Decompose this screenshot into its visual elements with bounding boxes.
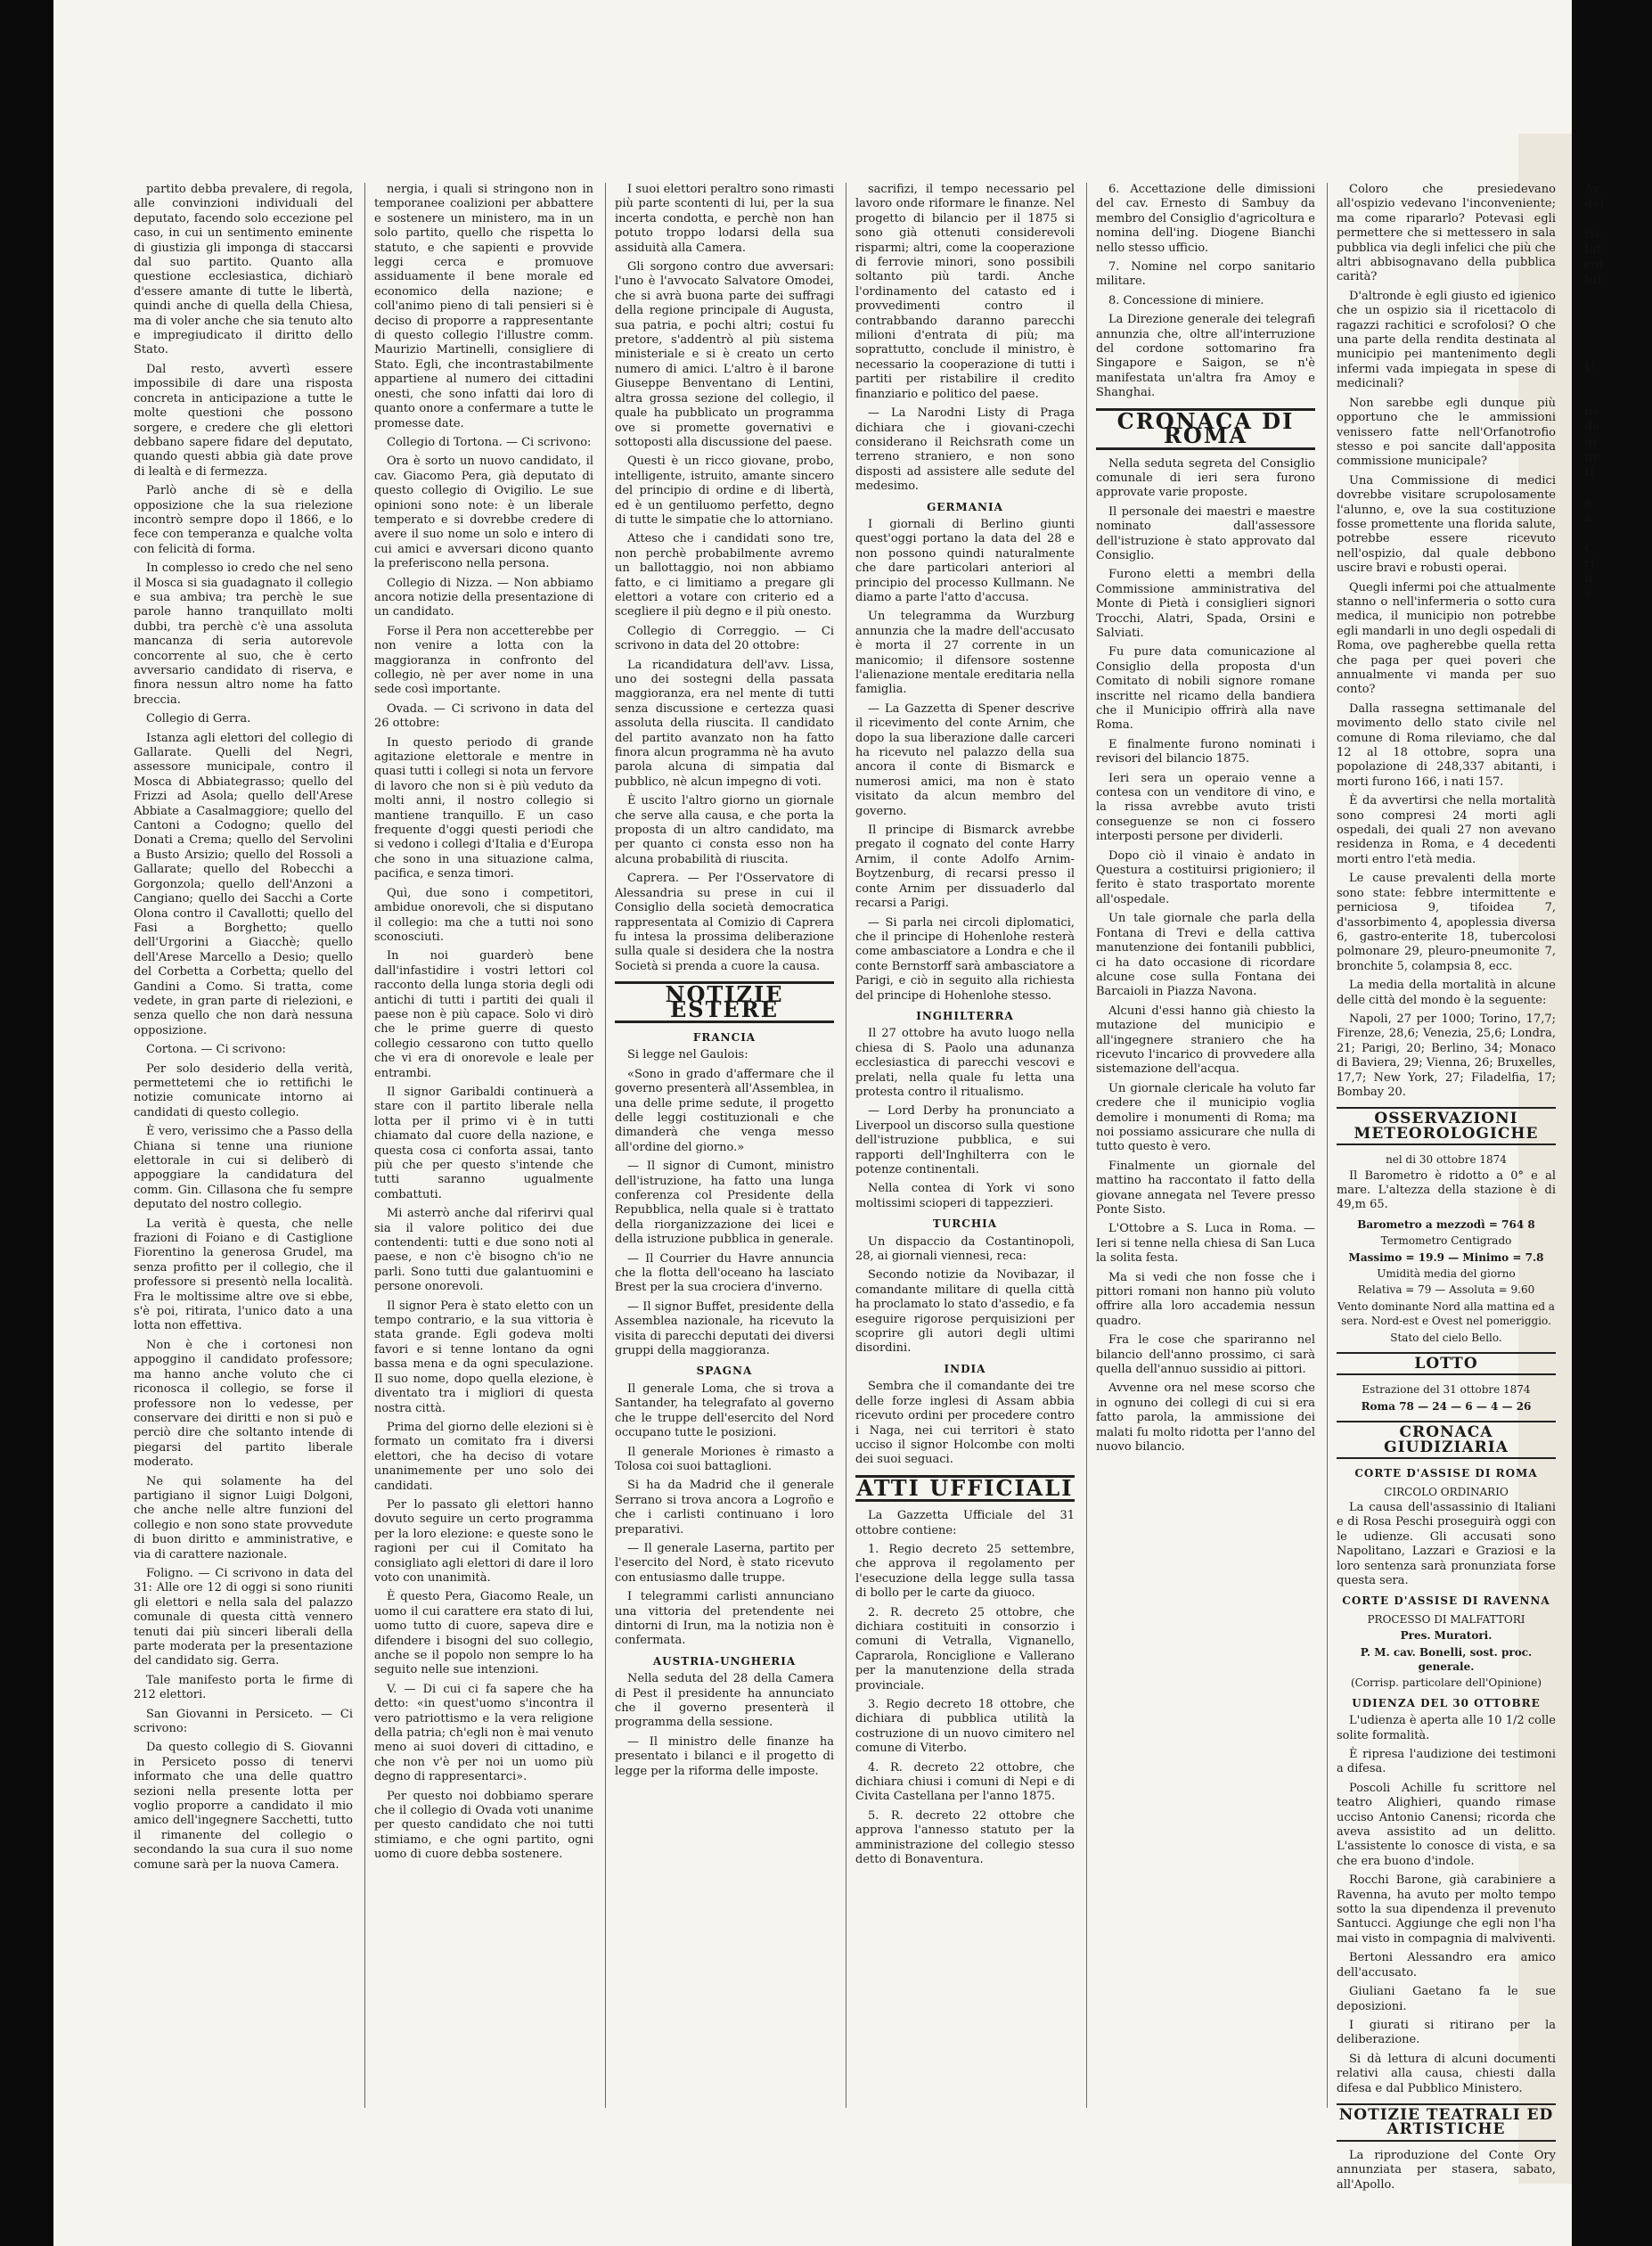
newspaper-page [134,183,1556,2192]
paragraph: Istanza agli elettori del collegio di Gallarate. Quelli del Negri, assessore municipale, contro il Mosca di Abbiategrasso; quello del Frizzi ad Asola; quello dell'Arese Abbiate a Casalmaggiore; quello del Cantoni a Codogno; quello del Donati a Crema; quello del Servolini a Busto Arsizio; quello del Rossoli a Gallarate; quello del Robecchi a Gorgonzola; quello dell'Anzoni a Cangiano; quello dei Sacchi a Corte Olona contro il Cavallotti; quello del Fasi a Borghetto; quello dell'Urgorini a Giacchè; quello dell'Arese Marcello a Desio; quello del Corbetta a Corbetta; quello del Gandini a Como. Si tratta, come vedete, in gran parte di rielezioni, e senza quello che non darà nessuna opposizione. [134,731,353,1037]
section-header-corte-assise-ravenna: CORTE D'ASSISE DI RAVENNA [1342,1594,1550,1608]
paragraph: Quì, due sono i competitori, ambidue onorevoli, che si disputano il collegio: ma che a tutti noi sono sconosciuti. [374,886,593,944]
paragraph: Nella seduta segreta del Consiglio comunale di ieri sera furono approvate varie proposte. [1096,456,1315,500]
paragraph: V. — Di cui ci fa sapere che ha detto: «in quest'uomo s'incontra il vero patriottismo e la vera religione della patria; ch'egli non è mai venuto meno ai suoi doveri di cittadino, e che non v'è per noi un uomo più degno di rappresentarci». [374,1682,593,1784]
paragraph: Collegio di Tortona. — Ci scrivono: [387,435,592,449]
paragraph: Caprera. — Per l'Osservatore di Alessandria su prese in cui il Consiglio della società democratica rappresentata al Comizio di Caprera fu intesa la prossima deliberazione sulla quale si desidera che la nostra Società si prenda a cuore la causa. [615,872,834,973]
section-header-spagna: SPAGNA [696,1365,753,1378]
paragraph: I suoi elettori peraltro sono rimasti più parte scontenti di lui, per la sua incerta condotta, e perchè non han potuto troppo lodarsi della sua assiduità alla Camera. [615,183,834,255]
paragraph: Il signor Garibaldi continuerà a stare con il partito liberale nella lotta per il primo vi è in tutti chiamato dal cuore della nazione, e questa cosa ci conforta assai, tanto più che per questo s'intende che tutti saranno ugualmente combattuti. [374,1085,593,1201]
humidity-label: Umidità media del giorno [1377,1267,1516,1281]
paragraph: In noi guarderò bene dall'infastidire i vostri lettori col racconto della lunga storia degli odi antichi di tutti i partiti dei quali il paese non è più capace. Solo vi dirò che le prime guerre di questo collegio cessarono con tutto quello che vi era di onorevole e leale per entrambi. [374,949,593,1080]
edge-fragment: c [1584,542,1591,555]
section-header-austria-ungheria: AUSTRIA-UNGHERIA [652,1654,797,1668]
column-2 [374,183,593,2108]
section-title-lotto: LOTTO [1337,1352,1556,1375]
section-header-corte-assise-roma: CORTE D'ASSISE DI ROMA [1354,1467,1538,1480]
paragraph: L'udienza è aperta alle 10 1/2 colle solite formalità. [1337,1714,1556,1742]
wind-reading: Vento dominante Nord alla mattina ed a sera. Nord-est e Ovest nel pomeriggio. [1337,1299,1555,1328]
lotto-date: Estrazione del 31 ottobre 1874 [1362,1383,1531,1397]
section-title-cronaca-giudiziaria: CRONACA GIUDIZIARIA [1337,1421,1556,1459]
paragraph: Ieri sera un operaio venne a contesa con un venditore di vino, e la rissa avrebbe avuto tristi conseguenze se non ci fossero interposti persone per dividerli. [1096,771,1315,844]
paragraph: Coloro che presiedevano all'ospizio vedevano l'inconveniente; ma come ripararlo? Potevasi egli permettere che si mettessero in sala pubblica via degli infelici che più che altri abbisognavano della pubblica carità? [1337,183,1556,284]
paragraph: Per questo noi dobbiamo sperare che il collegio di Ovada voti unanime per questo candidato che noi tutti stimiamo, e che ogni partito, ogni uomo di cuore debba sostenere. [374,1789,593,1862]
paragraph: I giornali di Berlino giunti quest'oggi portano la data del 28 e non possono quindi naturalmente che dare particolari anteriori al principio del processo Kullmann. Ne diamo a parte l'atto d'accusa. [855,517,1075,604]
paragraph: 3. Regio decreto 18 ottobre, che dichiara di pubblica utilità la costruzione di un nuovo cimitero nel comune di Viterbo. [855,1698,1075,1756]
edge-fragment: bil [1584,274,1601,287]
section-title-atti-ufficiali: ATTI UFFICIALI [856,1474,1074,1501]
paragraph: Fra le cose che spariranno nel bilancio dell'anno prossimo, ci sarà quella dell'annuo sussidio ai pittori. [1096,1333,1315,1377]
paragraph: Atteso che i candidati sono tre, non perchè probabilmente avremo un ballottaggio, noi non abbiamo fatto, e ci limitiamo a pregare gli elettori a votare con criterio ed a scegliere il più degno e il più onesto. [615,532,834,619]
paragraph: È vero, verissimo che a Passo della Chiana si tenne una riunione elettorale in cui si deliberò di appoggiare la candidatura del comm. Gin. Cillasona che fu sempre deputato del nostro collegio. [134,1125,353,1212]
edge-fragment: del [1584,198,1605,211]
edge-fragment: ri [1584,557,1595,570]
column-1 [134,183,353,2108]
paragraph: E finalmente furono nominati i revisori del bilancio 1875. [1096,737,1315,766]
paragraph: Mi asterrò anche dal riferirvi qual sia il valore politico dei due contendenti: tutti e due sono noti al paese, e non c'è bisogno ch'io ne parli. Sono tutti due galantuomini e persone onorevoli. [374,1207,593,1294]
paragraph: Da questo collegio di S. Giovanni in Persiceto posso di tenervi informato che una delle quattro sezioni nella presente lotta per voglio proporre a candidato il mio amico dell'ingegnere Sacchetti, tutto il rimanente del collegio o secondando la sua cura il suo nome comune sarà per la nuova Camera. [134,1741,353,1872]
paragraph: Collegio di Correggio. — Ci scrivono in data del 20 ottobre: [615,624,834,653]
paragraph: Le cause prevalenti della morte sono state: febbre intermittente e perniciosa 9, tifoidea 7, d'assorbimento 4, apoplessia diversa 6, gastro-enterite 18, tubercolosi polmonare 29, pleuro-pneumonite 7, bronchite 5, colampsia 8, ecc. [1337,872,1556,973]
paragraph: È ripresa l'audizione dei testimoni a difesa. [1337,1748,1556,1776]
paragraph: Alcuni d'essi hanno già chiesto la mutazione del municipio e all'ingegnere straniero che ha ricevuto l'incarico di provvedere alla sistemazione dell'acqua. [1096,1004,1315,1077]
court-president: Pres. Muratori. [1400,1629,1493,1643]
paragraph: La causa dell'assassinio di Italiani e di Rosa Peschi proseguirà oggi con le udienze. Gli accusati sono Napolitano, Lazzari e Graziosi e la loro sentenza sarà pronunziata forse questa sera. [1337,1500,1556,1587]
edge-fragment: n [1584,572,1593,586]
paragraph: È questo Pera, Giacomo Reale, un uomo il cui carattere era stato di lui, uomo tutto di cuore, sapeva dire e difendere i bisogni del suo collegio, anche se il popolo non sempre lo ha seguito nelle sue intenzioni. [374,1590,593,1677]
edge-fragment: col [1584,258,1604,272]
paragraph: Si legge nel Gaulois: [627,1048,748,1062]
paragraph: Il principe di Bismarck avrebbe pregato il cognato del conte Harry Arnim, il conte Adolfo Arnim-Boytzenburg, di recarsi presso il conte Arnim per dissuaderlo dal recarsi a Parigi. [855,824,1075,911]
paragraph: — La Gazzetta di Spener descrive il ricevimento del conte Arnim, che dopo la sua liberazione dalle carceri ha ricevuto nel palazzo della sua ancora il conte di Bismarck e numerosi amici, ma non è stato visitato da alcun membro del governo. [855,701,1075,818]
paragraph: Un tale giornale che parla della Fontana di Trevi e della cattiva manutenzione dei fontanili pubblici, ci ha dato occasione di ricordare alcune cose sulla Fontana dei Barcaioli in Piazza Navona. [1096,912,1315,999]
paragraph: Ora è sorto un nuovo candidato, il cav. Giacomo Pera, già deputato di questo collegio di Ovigilio. Le sue opinioni sono note: è un liberale temperato e si dovrebbe credere di avere il suo nome un solo e intero di cui amici e avversari dicono quanto la preferiscono nella persona. [374,455,593,571]
paragraph: Il 27 ottobre ha avuto luogo nella chiesa di S. Paolo una adunanza ecclesiastica di parecchi vescovi e prelati, nella quale fu letta una protesta contro il ritualismo. [855,1027,1075,1099]
court-prosecutor: P. M. cav. Bonelli, sost. proc. generale. [1360,1645,1533,1673]
section-title-osservazioni-meteorologiche: OSSERVAZIONI METEOROLOGICHE [1337,1107,1556,1145]
paragraph: Fu pure data comunicazione al Consiglio della proposta d'un Comitato di nobili signore romane inscritte nel ricamo della bandiera che il Municipio offrirà alla nave Roma. [1096,645,1315,733]
paragraph: Nella seduta del 28 della Camera di Pest il presidente ha annunciato che il governo presenterà il programma della sessione. [615,1672,834,1730]
paragraph: D'altronde è egli giusto ed igienico che un ospizio sia il ricettacolo di ragazzi rachitici e scrofolosi? O che una parte della rendita destinata al municipio pei mantenimento degli infermi vada impiegata in spese di medicinali? [1337,289,1556,391]
paragraph: «Sono in grado d'affermare che il governo presenterà all'Assemblea, in una delle prime sedute, il progetto delle leggi costituzionali e che dimanderà che venga messo all'ordine del giorno.» [615,1067,834,1154]
column-6 [1337,183,1556,2192]
column-rule [364,183,365,2108]
paragraph: Dal resto, avvertì essere impossibile di dare una risposta concreta in anticipazione a tutte le molte questioni che possono sorgere, e credere che gli elettori debbano sapere fidare del deputato, quando questi abbia già date prove di lealtà e di fermezza. [134,362,353,479]
paragraph: Si dà lettura di alcuni documenti relativi alla causa, chiesti dalla difesa e dal Pubblico Ministero. [1337,2052,1556,2095]
thermometer-label: Termometro Centigrado [1380,1234,1512,1248]
barometer-reading: Barometro a mezzodì = 764 8 [1357,1217,1535,1231]
paragraph: 4. R. decreto 22 ottobre, che dichiara chiusi i comuni di Nepi e di Civita Castellana per l'anno 1875. [855,1760,1075,1804]
paragraph: Il Barometro è ridotto a 0° e al mare. L'altezza della stazione è di 49,m 65. [1337,1168,1556,1212]
weather-date: nel di 30 ottobre 1874 [1386,1153,1507,1167]
paragraph: 5. R. decreto 22 ottobre che approva l'annesso statuto per la amministrazione del collegio stesso detto di Bonaventura. [855,1808,1075,1867]
paragraph: 1. Regio decreto 25 settembre, che approva il regolamento per l'esecuzione della legge sulla tassa di bollo per le carte da giuoco. [855,1542,1075,1601]
paragraph: Giuliani Gaetano fa le sue deposizioni. [1337,1985,1556,2013]
humidity-reading: Relativa = 79 — Assoluta = 9.60 [1357,1283,1535,1297]
paragraph: Si ha da Madrid che il generale Serrano si trova ancora a Logroño e che i carlisti continuano i loro preparativi. [615,1479,834,1537]
paragraph: L'Ottobre a S. Luca in Roma. — Ieri si tenne nella chiesa di San Luca la solita festa. [1096,1222,1315,1266]
paragraph: I giurati si ritirano per la deliberazione. [1337,2018,1556,2047]
paragraph: Avvenne ora nel mese scorso che in ognuno dei collegi di cui si era fatto parola, la ammissione dei malati fu molto ridotta per l'anno del nuovo bilancio. [1096,1381,1315,1455]
paragraph: — Il signor Buffet, presidente della Assemblea nazionale, ha ricevuto la visita di parecchi deputati dei diversi gruppi della maggioranza. [615,1299,834,1358]
sky-state: Stato del cielo Bello. [1390,1331,1502,1344]
paragraph: Una Commissione di medici dovrebbe visitare scrupolosamente l'alunno, e, ove la sua costituzione fosse promettente una florida salute, potrebbe essere ricevuto nell'ospizio, dal quale debbono uscire bravi e robusti operai. [1337,473,1556,576]
paragraph: La ricandidatura dell'avv. Lissa, uno dei sostegni della passata maggioranza, era nel mente di tutti senza discussione e certezza quasi assoluta della riuscita. Il candidato del partito avanzato non ha fatto finora alcun programma nè ha avuto parola alcuna di simpatia dal pubblico, nè alcun impegno di voti. [615,658,834,789]
paragraph: Rocchi Barone, già carabiniere a Ravenna, ha avuto per molto tempo sotto la sua dipendenza il prevenuto Santucci. Aggiunge che egli non l'ha mai visto in compagnia di malviventi. [1337,1873,1556,1946]
section-subheader: CIRCOLO ORDINARIO [1384,1485,1509,1498]
paragraph: Foligno. — Ci scrivono in data del 31: Alle ore 12 di oggi si sono riuniti gli elettori e nella sala del palazzo comunale di questa città vennero tenuti dai più sinceri liberali della parte moderata per la presentazione del candidato sig. Gerra. [134,1566,353,1668]
paragraph: Un giornale clericale ha voluto far credere che il municipio voglia demolire i monumenti di Roma; ma noi possiamo assicurare che nulla di tutto questo è vero. [1096,1081,1315,1154]
paragraph: Ma si vedi che non fosse che i pittori romani non hanno più voluto offrire alla loro accademia nessun quadro. [1096,1270,1315,1328]
edge-fragment: ne [1584,451,1600,464]
paragraph: Finalmente un giornale del mattino ha raccontato il fatto della giovane annegata nel Tevere presso Ponte Sisto. [1096,1159,1315,1217]
paragraph: San Giovanni in Persiceto. — Ci scrivono: [134,1707,353,1736]
paragraph: Un telegramma da Wurzburg annunzia che la madre dell'accusato è morta il 27 corrente in un manicomio; il difensore sostenne l'alienazione mentale ereditaria nella famiglia. [855,610,1075,697]
paragraph: Per solo desiderio della verità, permettetemi che io rettifichi le notizie comunicate intorno ai candidati di questo collegio. [134,1062,353,1119]
paragraph: Non sarebbe egli dunque più opportuno che le ammissioni venissero fatte nell'Orfanotrofio stesso e poi sancite dall'apposita commissione municipale? [1337,396,1556,469]
paragraph: 2. R. decreto 25 ottobre, che dichiara costituiti in consorzio i comuni di Vetralla, Vignanello, Caprarola, Ronciglione e Vallerano per la manutenzione della strada provinciale. [855,1605,1075,1693]
column-5 [1096,183,1315,2108]
paragraph: Questi è un ricco giovane, probo, intelligente, istruito, amante sincero del principio di ordine e di libertà, ed è un gentiluomo perfetto, degno di tutte le simpatie che lo attorniano. [615,455,834,527]
edge-fragment: Ar [1584,183,1599,196]
column-rule [605,183,606,2108]
section-subheader: PROCESSO DI MALFATTORI [1367,1612,1525,1626]
paragraph: Un dispaccio da Costantinopoli, 28, ai giornali viennesi, reca: [855,1234,1075,1264]
paragraph: — Il Courrier du Havre annuncia che la flotta dell'oceano ha lasciato Brest per la sua crociera d'inverno. [615,1251,834,1295]
edge-fragment: isc [1584,228,1603,242]
paragraph: Gli sorgono contro due avversari: l'uno è l'avvocato Salvatore Omodei, che si avrà buona parte dei suffragi della regione principale di Augusta, sua patria, e pochi altri; costui fu pretore, s'addentrò al più sistema ministeriale e si è creato un certo numero di amici. L'altro è il barone Giuseppe Benventano di Lentini, altra grossa sezione del collegio, il quale ha pubblicato un programma ove si promette governativi e sottoposti alla discussione del paese. [615,260,834,449]
section-title-cronaca-di-roma: CRONACA DI ROMA [1096,408,1315,450]
paragraph: Furono eletti a membri della Commissione amministrativa del Monte di Pietà i consiglieri signori Trocchi, Alatri, Spada, Orsini e Salviati. [1096,568,1315,640]
edge-fragment: ne [1584,406,1600,419]
paragraph: Il personale dei maestri e maestre nominato dall'assessore dell'istruzione è stato approvato dal Consiglio. [1096,504,1315,562]
section-title-notizie-teatrali: NOTIZIE TEATRALI ED ARTISTICHE [1337,2103,1556,2142]
paragraph: Tale manifesto porta le firme di 212 elettori. [134,1673,353,1702]
paragraph: Per lo passato gli elettori hanno dovuto seguire un certo programma per la loro elezione: e queste sono le ragioni per cui il Comitato ha consigliato agli elettori di dare il loro voto con unanimità. [374,1497,593,1585]
paragraph: Il generale Loma, che si trova a Santander, ha telegrafato al governo che le truppe dell'esercito del Nord occupano tutte le posizioni. [615,1381,834,1440]
paragraph: — Il ministro delle finanze ha presentato i bilanci e il progetto di legge per la riforma delle imposte. [615,1734,834,1778]
paragraph: Ne qui solamente ha del partigiano il signor Luigi Dolgoni, che anche nelle altre funzioni del collegio e non sono state provvedute di buon diritto e amministrative, e via di carattere nazionale. [134,1474,353,1562]
temperature-reading: Massimo = 19.9 — Minimo = 7.8 [1348,1250,1544,1264]
paragraph: Dalla rassegna settimanale del movimento dello stato civile nel comune di Roma rileviamo, che dal 12 al 18 ottobre, sopra una popolazione di 248,337 abitanti, i morti furono 166, i nati 157. [1337,701,1556,789]
paragraph: Il generale Moriones è rimasto a Tolosa coi suoi battaglioni. [615,1445,834,1473]
paragraph: È da avvertirsi che nella mortalità sono compresi 24 morti agli ospedali, dei quali 27 non avevano residenza in Roma, e 4 decedenti morti entro l'età media. [1337,794,1556,866]
paragraph: Bertoni Alessandro era amico dell'accusato. [1337,1951,1556,1980]
paragraph: In complesso io credo che nel seno il Mosca si sia guadagnato il collegio e sua ambiva; tra perchè le sue parole hanno tranquillato molti dubbi, tra perchè c'è una assoluta mancanza di seria autorevole concorrente al suo, che è certo avversario candidato di riserva, e finora nessun altro nome ha fatto breccia. [134,562,353,707]
hearing-date: UDIENZA DEL 30 OTTOBRE [1352,1696,1541,1709]
left-scan-border [0,0,53,2246]
paragraph: Collegio di Nizza. — Non abbiamo ancora notizie della presentazione di un candidato. [374,576,593,619]
paragraph: Ovada. — Ci scrivono in data del 26 ottobre: [374,701,593,731]
edge-fragment: s [1584,587,1591,601]
edge-fragment: e [1584,496,1592,510]
section-header-germania: GERMANIA [927,500,1003,513]
paragraph: La verità è questa, che nelle frazioni di Foiano e di Castiglione Fiorentino la generosa Grudel, ma senza profitto per il collegio, che il professore si presentò nella località. Fra le moltissime altre ove si ebbe, s'è poi, ritirata, l'unico dato a una lotta non effettiva. [134,1217,353,1333]
lotto-numbers: Roma 78 — 24 — 6 — 4 — 26 [1361,1399,1532,1413]
paragraph: 7. Nomine nel corpo sanitario militare. [1096,260,1315,289]
paragraph: — Lord Derby ha pronunciato a Liverpool un discorso sulla questione dell'istruzione pubblica, e sui rapporti dell'Inghilterra con le potenze continentali. [855,1104,1075,1176]
paragraph: Cortona. — Ci scrivono: [146,1043,286,1057]
paragraph: Nella contea di York vi sono moltissimi scioperi di tappezzieri. [855,1182,1075,1210]
paragraph: Non è che i cortonesi non appoggino il candidato professore; ma hanno anche voluto che ci riconosca il collegio, se forse il professore non lo vedesse, per conservare dei diritti e non si può e perciò dire che soltanto intende di piegarsi del partito liberale moderato. [134,1338,353,1470]
paragraph: — Si parla nei circoli diplomatici, che il principe di Hohenlohe resterà come ambasciatore a Londra e che il conte Bernstorff sarà ambasciatore a Parigi, e ciò in seguito alla richiesta del principe di Hohenlohe stesso. [855,915,1075,1003]
edge-fragment: U [1584,361,1595,374]
paragraph: partito debba prevalere, di regola, alle convinzioni individuali del deputato, facendo solo eccezione pel caso, in cui un sentimento eminente di giustizia gli imponga di staccarsi dal suo partito. Quanto alla questione ecclesiastica, dichiarò d'essere amante di tutte le libertà, quindi anche di quella della Chiesa, ma di voler anche che sia tenuto alto e impregiudicato il diritto dello Stato. [134,183,353,357]
paragraph: È uscito l'altro giorno un giornale che serve alla causa, e che porta la proposta di un altro candidato, ma per quanto ci consta esso non ha alcuna probabilità di riuscita. [615,794,834,866]
paragraph: Dopo ciò il vinaio è andato in Questura a costituirsi prigioniero; il ferito è stato trasportato morente all'ospedale. [1096,848,1315,906]
paragraph: Il signor Pera è stato eletto con un tempo contrario, e la sua vittoria è stata grande. Egli godeva molti favori e si tenne lontano da ogni bassa mena e da ogni speculazione. Il suo nome, dopo quella elezione, è diventato tra i migliori di questa nostra città. [374,1299,593,1415]
correspondent-note: (Corrisp. particolare dell'Opinione) [1350,1676,1542,1690]
section-header-inghilterra: INGHILTERRA [916,1009,1014,1022]
column-4 [855,183,1075,2108]
edge-fragment: gr [1584,436,1599,449]
edge-fragment: a [1584,512,1592,525]
paragraph: — Il generale Laserna, partito per l'esercito del Nord, è stato ricevuto con entusiasmo dalle truppe. [615,1541,834,1585]
paragraph: La media della mortalità in alcune delle città del mondo è la seguente: [1337,979,1556,1007]
column-3 [615,183,834,2108]
paragraph: Forse il Pera non accetterebbe per non venire a lotta con la maggioranza in confronto del collegio, nè per aver nome in una sede così importante. [374,624,593,697]
paragraph: La Gazzetta Ufficiale del 31 ottobre contiene: [855,1509,1075,1537]
paragraph: Parlò anche di sè e della opposizione che la sua rielezione incontrò sempre dopo il 1866, e lo fece con temperanza e qualche volta con felicità di forma. [134,484,353,556]
paragraph: Sembra che il comandante dei tre delle forze inglesi di Assam abbia ricevuto ordini per procedere contro i Naga, nei cui territori è stato ucciso il signor Holcombe con molti dei suoi seguaci. [855,1380,1075,1467]
paragraph: La riproduzione del Conte Ory annunziata per stasera, sabato, all'Apollo. [1337,2148,1556,2192]
paragraph: Prima del giorno delle elezioni si è formato un comitato fra i diversi elettori, che ha deciso di votare unanimemente per uno solo dei candidati. [374,1420,593,1493]
paragraph: La Direzione generale dei telegrafi annunzia che, oltre all'interruzione del cordone sottomarino fra Singapore e Saigon, se n'è manifestata un'altra fra Amoy e Shanghai. [1096,313,1315,400]
edge-fragment: lot [1584,243,1602,257]
paragraph: — Il signor di Cumont, ministro dell'istruzione, ha fatto una lunga conferenza col Presidente della Repubblica, nella quale si è trattato della riorganizzazione dei licei e della istruzione pubblica in generale. [615,1160,834,1247]
paragraph: sacrifizi, il tempo necessario pel lavoro onde riformare le finanze. Nel progetto di bilancio per il 1875 si sono già ottenuti considerevoli risparmi; altri, come la cooperazione di ferrovie minori, sono possibili soltanto più tardi. Anche l'ordinamento del catasto ed i provvedimenti contro il contrabbando daranno parecchi milioni d'entrata di più; ma soprattutto, conclude il ministro, è necessario la cooperazione di tutti i partiti per ristabilire il credito finanziario e politico del paese. [855,183,1075,401]
paragraph: 6. Accettazione delle dimissioni del cav. Ernesto di Sambuy da membro del Consiglio d'agricoltura e nomina dell'ing. Diogene Bianchi nello stesso ufficio. [1096,183,1315,255]
paragraph: nergia, i quali si stringono non in temporanee coalizioni per abbattere e sostenere un ministero, ma in un solo partito, quello che rispetta lo statuto, e che sapienti e provvide leggi cerca e promuove assiduamente il bene morale ed economico della nazione; e coll'animo pieno di tali pensieri si è deciso di proporre a rappresentante di questo collegio l'illustre comm. Maurizio Martinelli, consigliere di Stato. Egli, che incontrastabilmente appartiene al numero dei cittadini onesti, che sono infatti dai loro di quanto onore a confermare a tutte le promesse date. [374,183,593,430]
paragraph: Quegli infermi poi che attualmente stanno o nell'infermeria o sotto cura medica, il municipio non potrebbe egli mandarli in uno degli ospedali di Roma, ove pagherebbe quella retta che paga per quei poveri che annualmente vi manda per suo conto? [1337,580,1556,697]
section-header-turchia: TURCHIA [932,1217,998,1231]
paragraph: Secondo notizie da Novibazar, il comandante militare di quella città ha proclamato lo stato d'assedio, e fa eseguire rigorose perquisizioni per scoprire gli autori degli ultimi disordini. [855,1268,1075,1356]
edge-fragment: de [1584,421,1600,434]
paragraph: — La Narodni Listy di Praga dichiara che i giovani-czechi considerano il Reichsrath come un terreno straniero, e non sono disposti ad assistere alle sedute del medesimo. [855,406,1075,494]
section-title-notizie-estere: NOTIZIE ESTERE [615,981,834,1023]
section-header-francia: FRANCIA [692,1030,756,1044]
paragraph: In questo periodo di grande agitazione elettorale e mentre in quasi tutti i collegi si nota un fervore di lavoro che non si è più veduto da molti anni, il nostro collegio si mantiene tranquillo. E un caso frequente d'oggi questi periodi che si vedono i collegi d'Italia e d'Europa che sono in una situazione calma, pacifica, e senza timori. [374,735,593,881]
paragraph: I telegrammi carlisti annunciano una vittoria del pretendente nei dintorni di Irun, ma la notizia non è confermata. [615,1590,834,1648]
paragraph: 8. Concessione di miniere. [1108,293,1264,307]
paragraph: Collegio di Gerra. [146,712,251,726]
paragraph: Poscoli Achille fu scrittore nel teatro Alighieri, quando rimase ucciso Antonio Canensi; ricorda che aveva assistito ad un delitto. L'assistente lo conosce di vista, e sa che era buono d'indole. [1337,1781,1556,1868]
edge-fragment: ti [1584,466,1594,480]
column-rule [1327,183,1328,2108]
section-header-india: INDIA [944,1362,986,1375]
column-rule [1086,183,1087,2108]
paragraph: Napoli, 27 per 1000; Torino, 17,7; Firenze, 28,6; Venezia, 25,6; Londra, 21; Parigi, 20; Berlino, 34; Monaco di Baviera, 29; Vienna, 26; Bruxelles, 17,7; New York, 27; Filadelfia, 17; Bombay 20. [1337,1012,1556,1099]
right-scan-border [1572,0,1652,2246]
